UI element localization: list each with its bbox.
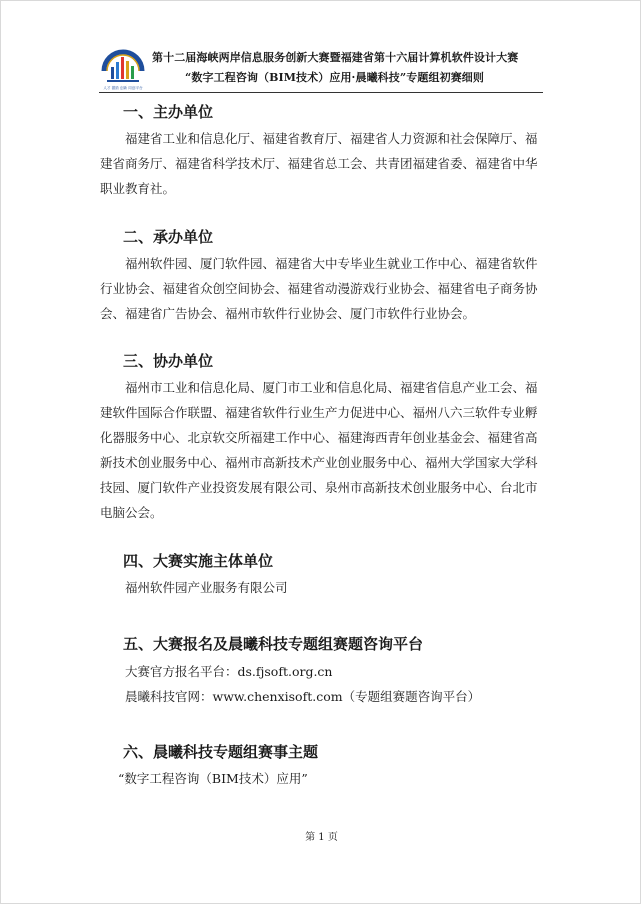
text-line: 化器服务中心、北京软交所福建工作中心、福建海西青年创业基金会、福建省高	[100, 430, 538, 445]
text-line: 福建省工业和信息化厅、福建省教育厅、福建省人力资源和社会保障厅、福	[125, 131, 538, 146]
section-heading-implementer: 四、大赛实施主体单位	[123, 552, 274, 570]
header-title-line-2: “数字工程咨询（BIM技术）应用·晨曦科技”专题组初赛细则	[185, 71, 485, 84]
contest-logo	[99, 45, 147, 91]
page-number: 第 1 页	[305, 832, 338, 843]
text-line: 行业协会、福建省众创空间协会、福建省动漫游戏行业协会、福建省电子商务协	[100, 281, 538, 296]
header-title-line-1: 第十二届海峡两岸信息服务创新大赛暨福建省第十六届计算机软件设计大赛	[152, 51, 519, 64]
section-body-theme	[100, 766, 545, 791]
text-line: 福州软件园、厦门软件园、福建省大中专毕业生就业工作中心、福建省软件	[125, 256, 538, 271]
text-line: 建软件国际合作联盟、福建省软件行业生产力促进中心、福州八六三软件专业孵	[100, 405, 538, 420]
text-line: 建省商务厅、福建省科学技术厅、福建省总工会、共青团福建省委、福建省中华	[100, 156, 538, 171]
section-body-platforms	[100, 659, 545, 709]
text-line: 会、福建省广告协会、福州市软件行业协会、厦门市软件行业协会。	[100, 306, 476, 321]
section-body-organizers	[100, 126, 545, 201]
text-line: 新技术创业服务中心、福州市高新技术产业创业服务中心、福州大学国家大学科	[100, 455, 538, 470]
section-heading-hosts: 二、承办单位	[123, 228, 214, 246]
official-website-line[interactable]: 晨曦科技官网：www.chenxisoft.com（专题组赛题咨询平台）	[125, 689, 481, 704]
section-heading-theme: 六、晨曦科技专题组赛事主题	[123, 743, 319, 761]
text-line: 职业教育社。	[100, 181, 176, 196]
text-line: 技园、厦门软件产业投资发展有限公司、泉州市高新技术创业服务中心、台北市	[100, 480, 538, 495]
logo-caption: 人才 激励 创新 同创平台	[103, 86, 143, 90]
section-heading-co-organizers: 三、协办单位	[123, 352, 214, 370]
text-line: 福州市工业和信息化局、厦门市工业和信息化局、福建省信息产业工会、福	[125, 380, 538, 395]
section-body-co-organizers	[100, 375, 545, 525]
section-heading-platforms: 五、大赛报名及晨曦科技专题组赛题咨询平台	[123, 635, 424, 653]
registration-platform-line[interactable]: 大赛官方报名平台：ds.fjsoft.org.cn	[125, 664, 333, 679]
text-line: “数字工程咨询（BIM技术）应用”	[118, 771, 308, 786]
text-line: 电脑公会。	[100, 505, 163, 520]
header-rule	[99, 92, 543, 93]
section-body-implementer	[100, 575, 545, 600]
section-body-hosts	[100, 251, 545, 326]
text-line: 福州软件园产业服务有限公司	[125, 580, 288, 595]
page-header	[99, 45, 543, 93]
section-heading-organizers: 一、主办单位	[123, 103, 214, 121]
